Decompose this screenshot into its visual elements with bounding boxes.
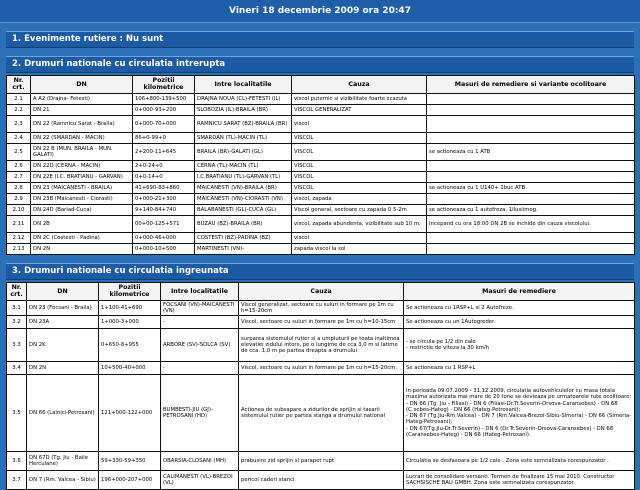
table-cell: 2.1 bbox=[7, 93, 31, 104]
table-row bbox=[7, 182, 635, 193]
table-cell bbox=[427, 232, 635, 243]
table-cell: DN 23 (MAICANESTI - BRAILA) bbox=[31, 182, 133, 193]
date-header: Vineri 18 decembrie 2009 ora 20:47 bbox=[0, 0, 640, 23]
column-header: DN bbox=[27, 282, 99, 300]
table-cell: Circulatia se desfasoara pe 1/2 cale . Zona este semnalizata corespunzator . bbox=[404, 452, 635, 471]
table-cell: Se actioneaza cu 1 RSP+L bbox=[404, 362, 635, 375]
table-cell: 2.5 bbox=[7, 143, 31, 160]
table-cell: 106+800-139+500 bbox=[133, 93, 195, 104]
table-cell: 2+200-11+645 bbox=[133, 143, 195, 160]
table-row bbox=[7, 215, 635, 232]
table-cell: 0+0-14+0 bbox=[133, 171, 195, 182]
table-cell: Se actioneaza cu un 1Autogreder. bbox=[404, 316, 635, 329]
table-row bbox=[7, 193, 635, 204]
table-row bbox=[7, 452, 635, 471]
difficult-roads-table bbox=[6, 282, 635, 490]
table-cell: DN 23B (Maicanesti - Ciorasti) bbox=[31, 193, 133, 204]
table-cell: DN 23 (Focsani - Braila) bbox=[27, 300, 99, 316]
table-cell: zapada viscol la sol bbox=[292, 243, 427, 254]
table-cell: OBARSIA-CLOSANI (MH) bbox=[161, 452, 239, 471]
table-cell: se actioneaza cu 1 U140+ 1buc ATB bbox=[427, 182, 635, 193]
table-cell: viscol bbox=[292, 115, 427, 132]
table-cell: VISCOL bbox=[292, 160, 427, 171]
section-3-title: 3. Drumuri nationale cu circulatia ingreunata bbox=[6, 263, 634, 280]
table-cell: DN 67D (Tg. Jiu - Baile Herculane) bbox=[27, 452, 99, 471]
table-cell: DN 7 (Rm. Valcea - Sibiu) bbox=[27, 471, 99, 490]
table-cell: viscol bbox=[292, 232, 427, 243]
table-cell: 0+000-21+300 bbox=[133, 193, 195, 204]
table-row bbox=[7, 316, 635, 329]
table-row bbox=[7, 115, 635, 132]
table-cell: surparea sistemului rutier si a umpluturii pe toata inaltimea elevatiei zidului intors, pe o lungime de cca 3,0 m si latime de cca. 1,0 m pe partea dreapta a drumului bbox=[239, 329, 404, 362]
table-cell bbox=[427, 193, 635, 204]
table-cell: DN 2B bbox=[31, 215, 133, 232]
table-cell: DN 2C (Costesti - Padina) bbox=[31, 232, 133, 243]
column-header: Cauza bbox=[239, 282, 404, 300]
table-row bbox=[7, 143, 635, 160]
table-cell: DRAJNA NOUA (CL)-FETESTI (IL) bbox=[195, 93, 292, 104]
table-row bbox=[7, 471, 635, 490]
table-cell: 00+00-125+571 bbox=[133, 215, 195, 232]
table-cell: ARBORE (SV)-SOLCA (SV) bbox=[161, 329, 239, 362]
table-cell: 2.13 bbox=[7, 243, 31, 254]
table-cell: 196+000-207+000 bbox=[99, 471, 161, 490]
table-header-row bbox=[7, 282, 635, 300]
table-cell: BUMBESTI-JIU (GJ)-PETROSANI (HD) bbox=[161, 375, 239, 452]
column-header: Pozitii kilometrice bbox=[99, 282, 161, 300]
table-cell bbox=[427, 104, 635, 115]
table-row bbox=[7, 160, 635, 171]
section-2-title: 2. Drumuri nationale cu circulatia intrerupta bbox=[6, 56, 634, 73]
table-row bbox=[7, 300, 635, 316]
table-cell: 2.7 bbox=[7, 171, 31, 182]
table-cell bbox=[427, 160, 635, 171]
table-cell: 2.2 bbox=[7, 104, 31, 115]
table-cell: Viscol generalizat, sectoare cu suluri in formare pe 1m cu h=15-20cm bbox=[239, 300, 404, 316]
column-header: Masuri de remediere si variante ocolitoare bbox=[427, 76, 635, 94]
table-cell: viscol, zapada abundenta, vizibilitate sub 10 m. bbox=[292, 215, 427, 232]
table-cell: 2.4 bbox=[7, 132, 31, 143]
table-cell: COSTESTI (BZ)-PADINA (BZ) bbox=[195, 232, 292, 243]
table-cell: Viscol, sectoare cu suluri in formare pe 1m cu h=10-15cm bbox=[239, 316, 404, 329]
table-row bbox=[7, 362, 635, 375]
table-cell: 3.4 bbox=[7, 362, 27, 375]
table-cell: SMARDAN (TL)-MACIN (TL) bbox=[195, 132, 292, 143]
table-cell: MAICANESTI (VN)-CIORASTI (VN) bbox=[195, 193, 292, 204]
table-cell: Viscol, sectoare cu suluri in formare pe 1m cu h=15-20cm. bbox=[239, 362, 404, 375]
table-cell: DN 24D (Barlad-Cuca) bbox=[31, 204, 133, 215]
table-cell: 3.6 bbox=[7, 452, 27, 471]
table-cell: 2.6 bbox=[7, 160, 31, 171]
table-cell: 3.5 bbox=[7, 375, 27, 452]
table-cell bbox=[427, 243, 635, 254]
table-cell: - bbox=[161, 362, 239, 375]
table-cell: Se actioneaza cu 1RSP+L si 2 Autofreze. bbox=[404, 300, 635, 316]
table-cell: DN 23A bbox=[27, 316, 99, 329]
table-cell: 1+000-3+000 bbox=[99, 316, 161, 329]
table-row bbox=[7, 204, 635, 215]
table-cell: Viscol general, sectoare cu zapada 0.5-2m bbox=[292, 204, 427, 215]
table-cell: 59+330-59+350 bbox=[99, 452, 161, 471]
table-cell: FOCSANI (VN)-MAICANESTI (VN) bbox=[161, 300, 239, 316]
table-row bbox=[7, 375, 635, 452]
table-cell: DN 2K bbox=[27, 329, 99, 362]
table-row bbox=[7, 104, 635, 115]
table-cell: viscol puternic si vizibilitate foarte scazuta bbox=[292, 93, 427, 104]
table-cell: 0+000-46+000 bbox=[133, 232, 195, 243]
table-cell: - bbox=[161, 316, 239, 329]
column-header: Masuri de remediere bbox=[404, 282, 635, 300]
table-cell: In perioada 09.07.2009 - 31.12.2009, circulatia autovehiculelor cu masa totala maxima autorizata mai mare de 20 tone se devieaza pe urmatoarele rute ocolitoare: - DN 66 (Tg. Jiu - Filiasi) - DN 6 (Filiasi-Dr.Tr.Severin-Orsova-Caransebes) - DN 68 (C.sebes-Hateg) - DN 66 (Hateg-Petrosani); - DN 67 (Tg.Jiu-Rm.Valcea) - DN 7 (Rm.Valcea-Brezoi-Sibiu-Simeria) - DN 66 (Simeria-Hateg-Petrosani); - DN 67(Tg.Jiu-Dr.Tr.Severin) - DN 6 (Dr.Tr.Severin-Orsova-Caransebes) - DN 68 (Caransebes-Hateg) - DN 66 (Hateg-Petrosani). bbox=[404, 375, 635, 452]
column-header: Nr. crt. bbox=[7, 282, 27, 300]
table-cell: BALABANESTI (GL)-CUCA (GL) bbox=[195, 204, 292, 215]
table-cell: 1+100-41+690 bbox=[99, 300, 161, 316]
table-cell: DN 22E (I.C. BRATIANU - GARVAN) bbox=[31, 171, 133, 182]
table-row bbox=[7, 132, 635, 143]
table-cell: pericol caderi stanci bbox=[239, 471, 404, 490]
interrupted-roads-table bbox=[6, 75, 635, 255]
table-cell: 2.11 bbox=[7, 215, 31, 232]
table-cell: VISCOL GENERALIZAT bbox=[292, 104, 427, 115]
section-1-title: 1. Evenimente rutiere : Nu sunt bbox=[6, 31, 634, 48]
column-header: Intre localitatile bbox=[161, 282, 239, 300]
table-cell: DN 22 (Ramnicu Sarat - Braila) bbox=[31, 115, 133, 132]
column-header: Cauza bbox=[292, 76, 427, 94]
table-cell: 0+000-70+000 bbox=[133, 115, 195, 132]
table-cell: 3.7 bbox=[7, 471, 27, 490]
table-cell: 2.3 bbox=[7, 115, 31, 132]
table-cell: se actioneaza cu 1 ATB bbox=[427, 143, 635, 160]
table-cell: DN 22D (CERNA - MACIN) bbox=[31, 160, 133, 171]
column-header: Intre localitatile bbox=[195, 76, 292, 94]
table-cell: DN 2N bbox=[27, 362, 99, 375]
table-cell: 41+690-83+860 bbox=[133, 182, 195, 193]
table-cell: se actioneaza cu 1 autofreza, 1Ilusiimog. bbox=[427, 204, 635, 215]
table-cell: 2.9 bbox=[7, 193, 31, 204]
table-cell: 0+650-8+955 bbox=[99, 329, 161, 362]
column-header: Pozitii kilometrice bbox=[133, 76, 195, 94]
table-cell: DN 22 (SMARDAN - MACIN) bbox=[31, 132, 133, 143]
table-cell: DN 66 (Lainici-Petrosani) bbox=[27, 375, 99, 452]
table-cell: VISCOL bbox=[292, 182, 427, 193]
table-row bbox=[7, 171, 635, 182]
table-cell: RAMNICU SARAT (BZ)-BRAILA (BR) bbox=[195, 115, 292, 132]
table-header-row bbox=[7, 76, 635, 94]
table-cell: DN 22 B (MUN. BRAILA - MUN. GALATI) bbox=[31, 143, 133, 160]
table-cell: DN 2N bbox=[31, 243, 133, 254]
table-cell: CALIMANESTI (VL)-BREZOI (VL) bbox=[161, 471, 239, 490]
table-cell: prabusire zid sprijin si parapet rupt bbox=[239, 452, 404, 471]
table-row bbox=[7, 243, 635, 254]
table-cell: Incepand cu ora 18:00 DN 2B se inchide din cauza viscolului. bbox=[427, 215, 635, 232]
table-cell: A A2 (Drajna- Fetesti) bbox=[31, 93, 133, 104]
table-cell: DN 21 bbox=[31, 104, 133, 115]
column-header: DN bbox=[31, 76, 133, 94]
table-cell: VISCOL bbox=[292, 171, 427, 182]
table-cell: 2.8 bbox=[7, 182, 31, 193]
table-cell: 2.10 bbox=[7, 204, 31, 215]
table-cell: VISCOL bbox=[292, 143, 427, 160]
table-cell: CERNA (TL)-MACIN (TL) bbox=[195, 160, 292, 171]
table-cell: viscol, zapada bbox=[292, 193, 427, 204]
table-row bbox=[7, 232, 635, 243]
table-cell: 0+000-93+200 bbox=[133, 104, 195, 115]
table-row bbox=[7, 329, 635, 362]
table-cell: 2+0-24+0 bbox=[133, 160, 195, 171]
table-cell: Actionea de subsapare a zidurilor de sprijin si tasarii sistemului rutier pe partea stanga a drumului national bbox=[239, 375, 404, 452]
table-cell: 86+0-99+0 bbox=[133, 132, 195, 143]
table-cell: Lucrari de consolidare versanti. Termen de finalizare 15 mai 2010. Constructor SACHSISCHE BAU GMBH. Zona este semnalizata corespunzator. bbox=[404, 471, 635, 490]
table-cell: 9+140-84+740 bbox=[133, 204, 195, 215]
table-cell bbox=[427, 115, 635, 132]
table-row bbox=[7, 93, 635, 104]
table-cell: - se circula pe 1/2 din cale - restrictie de viteza la 30 km/h bbox=[404, 329, 635, 362]
table-cell: SLOBOZIA (IL)-BRAILA (BR) bbox=[195, 104, 292, 115]
table-cell: BRAILA (BR)-GALATI (GL) bbox=[195, 143, 292, 160]
table-cell: 3.3 bbox=[7, 329, 27, 362]
table-cell: MAICANESTI (VN)-BRAILA (BR) bbox=[195, 182, 292, 193]
column-header: Nr. crt. bbox=[7, 76, 31, 94]
table-cell: 10+500-40+000 bbox=[99, 362, 161, 375]
table-cell: 121+000-122+000 bbox=[99, 375, 161, 452]
table-cell: BUZAU (BZ)-BRAILA (BR) bbox=[195, 215, 292, 232]
table-cell: VISCOL bbox=[292, 132, 427, 143]
table-cell: 3.2 bbox=[7, 316, 27, 329]
table-cell: MARTINESTI (VN)- bbox=[195, 243, 292, 254]
table-cell bbox=[427, 132, 635, 143]
table-cell: 3.1 bbox=[7, 300, 27, 316]
table-cell bbox=[427, 93, 635, 104]
table-cell bbox=[427, 171, 635, 182]
table-cell: 0+000-10+500 bbox=[133, 243, 195, 254]
table-cell: 2.12 bbox=[7, 232, 31, 243]
table-cell: I.C.BRATIANU (TL)-GARVAN (TL) bbox=[195, 171, 292, 182]
